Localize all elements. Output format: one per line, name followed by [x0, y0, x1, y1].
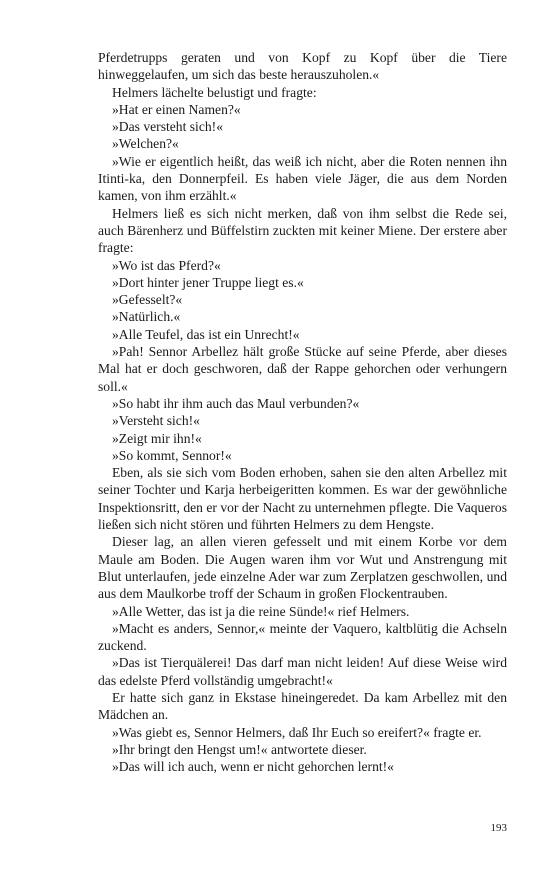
paragraph: »Das will ich auch, wenn er nicht gehorchen lernt!« [112, 759, 394, 775]
paragraph: »Macht es anders, Sennor,« meinte der Vaquero, kaltblütig die Achseln zuckend. [98, 620, 507, 654]
paragraph: »Dort hinter jener Truppe liegt es.« [112, 274, 304, 290]
paragraph: »Welchen?« [112, 136, 179, 152]
paragraph: »Ihr bringt den Hengst um!« antwortete dieser. [112, 741, 367, 757]
paragraph: »Alle Teufel, das ist ein Unrecht!« [112, 326, 300, 342]
paragraph: »Wo ist das Pferd?« [112, 257, 221, 273]
paragraph: Er hatte sich ganz in Ekstase hineingeredet. Da kam Arbellez mit den Mädchen an. [98, 689, 507, 723]
paragraph: »Hat er einen Namen?« [112, 101, 241, 117]
paragraph: »Zeigt mir ihn!« [112, 430, 202, 446]
paragraph: »Wie er eigentlich heißt, das weiß ich nicht, aber die Roten nennen ihn Itinti-ka, den Donnerpfeil. Es haben viele Jäger, die aus dem Norden kamen, von ihm erzählt.« [98, 153, 507, 204]
paragraph: »Natürlich.« [112, 309, 181, 325]
paragraph: »Das versteht sich!« [112, 119, 223, 135]
paragraph: »So kommt, Sennor!« [112, 447, 232, 463]
page-number: 193 [490, 822, 507, 834]
paragraph: »Versteht sich!« [112, 413, 200, 429]
paragraph: »Was giebt es, Sennor Helmers, daß Ihr Euch so ereifert?« fragte er. [112, 724, 482, 740]
paragraph: »Pah! Sennor Arbellez hält große Stücke auf seine Pferde, aber dieses Mal hat er doch geschworen, daß der Rappe gehorchen oder verhungern soll.« [98, 344, 507, 394]
paragraph: Pferdetrupps geraten und von Kopf zu Kopf über die Tiere hinweggelaufen, um sich das beste herauszuholen.« [98, 50, 507, 83]
paragraph: »Das ist Tierquälerei! Das darf man nicht leiden! Auf diese Weise wird das edelste Pferd vollständig umgebracht!« [98, 655, 507, 688]
paragraph: Helmers lächelte belustigt und fragte: [112, 84, 317, 100]
paragraph: Eben, als sie sich vom Boden erhoben, sahen sie den alten Arbellez mit seiner Tochter und Karja herbeigeritten kommen. Es war der gewöhnliche Inspektionsritt, den er vor der Nacht zu unternehmen pflegte. Die Vaqueros ließen sich nicht stören und führten Helmers zu dem Hengste. [98, 465, 507, 533]
paragraph: »Gefesselt?« [112, 292, 183, 308]
paragraph: »Alle Wetter, das ist ja die reine Sünde!« rief Helmers. [112, 603, 410, 619]
paragraph: »So habt ihr ihm auch das Maul verbunden?« [112, 395, 360, 411]
paragraph: Dieser lag, an allen vieren gefesselt und mit einem Korbe vor dem Maule am Boden. Die Augen waren ihm vor Wut und Anstrengung mit Blut unterlaufen, jede einzelne Ader war zum Zerplatzen geschwollen, und aus dem Maulkorbe troff der Schaum in großen Flockentrauben. [98, 534, 507, 602]
paragraph: Helmers ließ es sich nicht merken, daß von ihm selbst die Rede sei, auch Bärenherz und Büffelstirn zuckten mit keiner Miene. Der erstere aber fragte: [98, 205, 507, 256]
body-text [98, 49, 507, 775]
